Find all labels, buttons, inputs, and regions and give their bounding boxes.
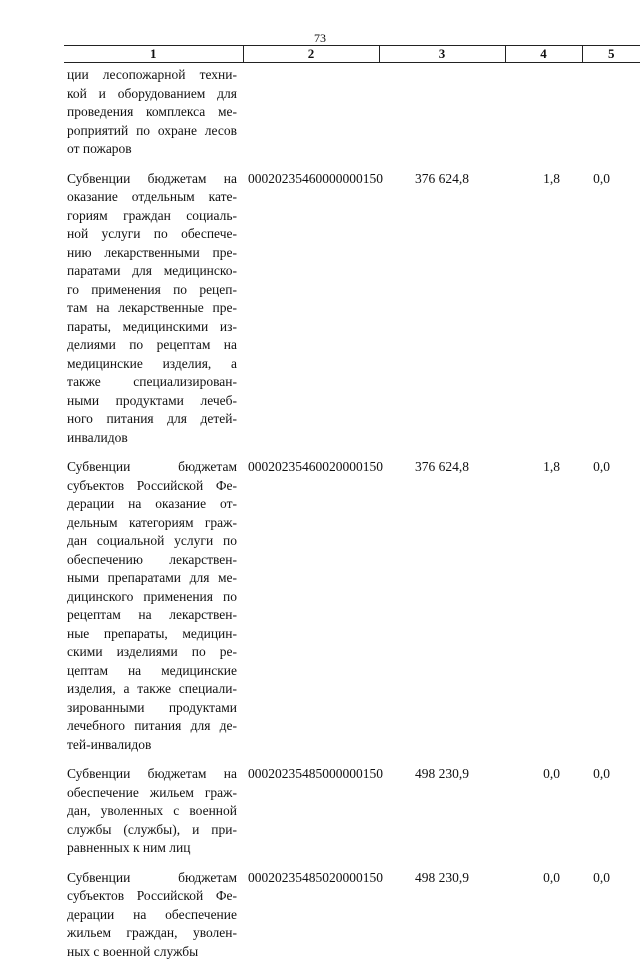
description-line: там на лекарственные пре- xyxy=(67,299,237,318)
table-row xyxy=(64,168,640,457)
row-percent-5: 0,0 xyxy=(582,168,640,457)
description-line: дерации на оказание от- xyxy=(67,495,237,514)
row-amount: 376 624,8 xyxy=(379,168,505,457)
description-line: ных с военной службы xyxy=(67,943,237,962)
description-line: ции лесопожарной техни- xyxy=(67,66,237,85)
description-line: службы (службы), и при- xyxy=(67,821,237,840)
description-line: дан, уволенных с военной xyxy=(67,802,237,821)
description-line: ного питания для детей- xyxy=(67,410,237,429)
row-amount xyxy=(379,63,505,168)
description-line: зированными продуктами xyxy=(67,699,237,718)
row-description xyxy=(64,168,243,457)
page-number: 73 xyxy=(0,31,640,46)
row-code: 00020235485020000150 xyxy=(243,867,379,970)
description-line: дельным категориям граж- xyxy=(67,514,237,533)
description-line: скими изделиями по ре- xyxy=(67,643,237,662)
description-line: Субвенции бюджетам xyxy=(67,869,237,888)
description-line: жильем граждан, уволен- xyxy=(67,924,237,943)
description-line: дерации на обеспечение xyxy=(67,906,237,925)
description-line: нию лекарственными пре- xyxy=(67,244,237,263)
row-code: 00020235460000000150 xyxy=(243,168,379,457)
description-line: оказание отдельным кате- xyxy=(67,188,237,207)
description-line: гориям граждан социаль- xyxy=(67,207,237,226)
row-description xyxy=(64,867,243,970)
row-amount: 498 230,9 xyxy=(379,867,505,970)
row-code xyxy=(243,63,379,168)
row-percent-4: 0,0 xyxy=(505,867,582,970)
row-percent-4: 0,0 xyxy=(505,763,582,867)
description-line: лечебного питания для де- xyxy=(67,717,237,736)
description-line: кой и оборудованием для xyxy=(67,85,237,104)
description-line: обеспечение жильем граж- xyxy=(67,784,237,803)
row-percent-5: 0,0 xyxy=(582,763,640,867)
table-header-row xyxy=(64,46,640,63)
row-description xyxy=(64,456,243,763)
row-percent-4 xyxy=(505,63,582,168)
description-line: го применения по рецеп- xyxy=(67,281,237,300)
table-row xyxy=(64,763,640,867)
description-line: изделия, а также специали- xyxy=(67,680,237,699)
budget-table xyxy=(64,45,640,970)
description-line: ные препараты, медицин- xyxy=(67,625,237,644)
description-line: ными препаратами для ме- xyxy=(67,569,237,588)
description-line: Субвенции бюджетам xyxy=(67,458,237,477)
description-line: равненных к ним лиц xyxy=(67,839,237,858)
description-line: делиями по рецептам на xyxy=(67,336,237,355)
description-line: проведения комплекса ме- xyxy=(67,103,237,122)
column-header-2: 2 xyxy=(243,46,379,63)
row-amount: 498 230,9 xyxy=(379,763,505,867)
row-description xyxy=(64,763,243,867)
description-line: ными продуктами лечеб- xyxy=(67,392,237,411)
description-line: параты, медицинскими из- xyxy=(67,318,237,337)
description-line: дицинского применения по xyxy=(67,588,237,607)
table-body xyxy=(64,63,640,970)
description-line: обеспечению лекарствен- xyxy=(67,551,237,570)
description-line: субъектов Российской Фе- xyxy=(67,887,237,906)
row-percent-5: 0,0 xyxy=(582,456,640,763)
row-percent-5 xyxy=(582,63,640,168)
row-code: 00020235485000000150 xyxy=(243,763,379,867)
column-header-1: 1 xyxy=(64,46,243,63)
row-percent-4: 1,8 xyxy=(505,168,582,457)
table-row xyxy=(64,867,640,970)
column-header-5: 5 xyxy=(582,46,640,63)
description-line: роприятий по охране лесов xyxy=(67,122,237,141)
row-description xyxy=(64,63,243,168)
description-line: также специализирован- xyxy=(67,373,237,392)
description-line: Субвенции бюджетам на xyxy=(67,170,237,189)
row-code: 00020235460020000150 xyxy=(243,456,379,763)
description-line: паратами для медицинско- xyxy=(67,262,237,281)
description-line: субъектов Российской Фе- xyxy=(67,477,237,496)
description-line: цептам на медицинские xyxy=(67,662,237,681)
description-line: рецептам на лекарствен- xyxy=(67,606,237,625)
row-percent-4: 1,8 xyxy=(505,456,582,763)
description-line: дан социальной услуги по xyxy=(67,532,237,551)
description-line: ной услуги по обеспече- xyxy=(67,225,237,244)
description-line: от пожаров xyxy=(67,140,237,159)
table-row xyxy=(64,63,640,168)
column-header-3: 3 xyxy=(379,46,505,63)
description-line: медицинские изделия, а xyxy=(67,355,237,374)
row-amount: 376 624,8 xyxy=(379,456,505,763)
table-row xyxy=(64,456,640,763)
description-line: тей-инвалидов xyxy=(67,736,237,755)
description-line: инвалидов xyxy=(67,429,237,448)
description-line: Субвенции бюджетам на xyxy=(67,765,237,784)
row-percent-5: 0,0 xyxy=(582,867,640,970)
column-header-4: 4 xyxy=(505,46,582,63)
